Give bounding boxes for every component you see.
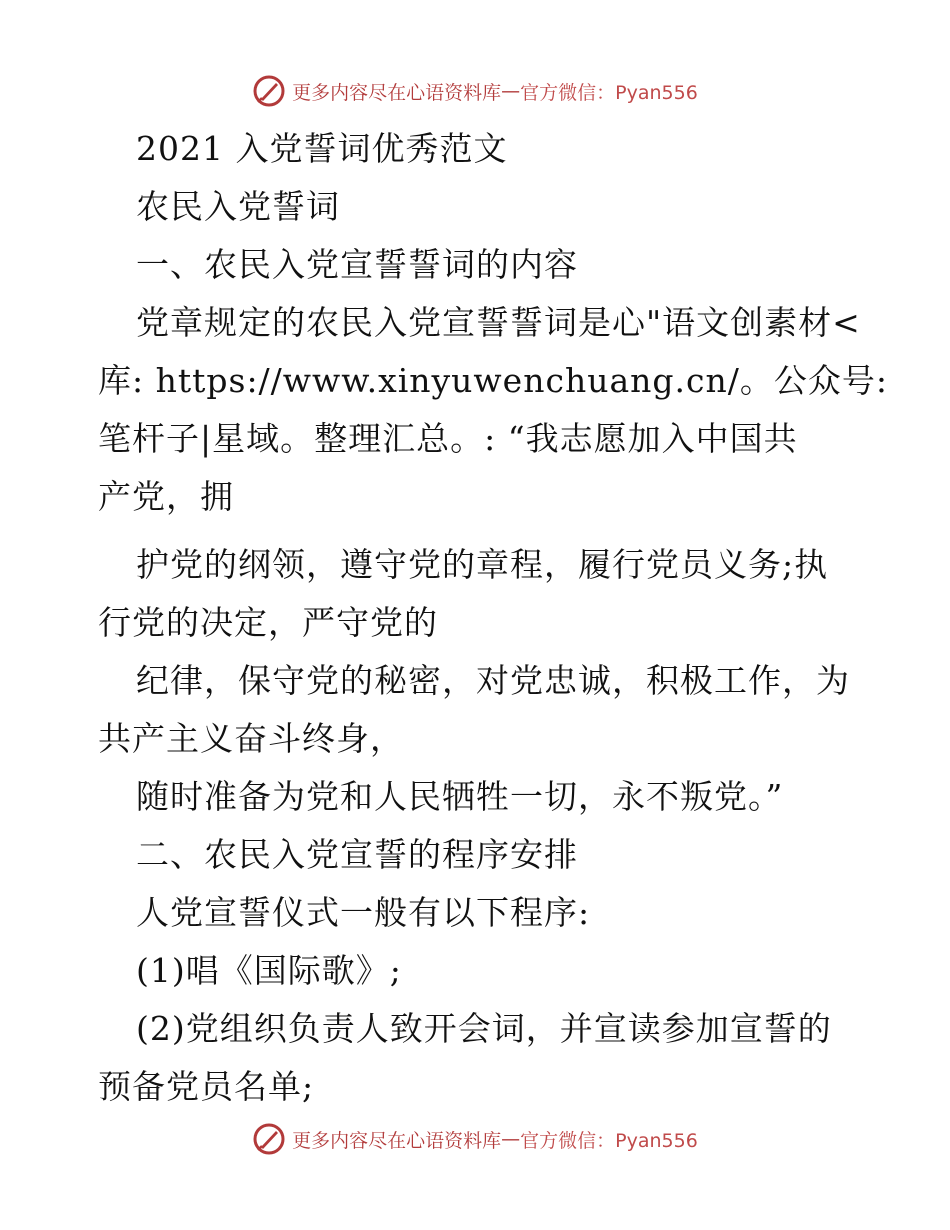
- banner-dash: —: [501, 1128, 521, 1150]
- list-item: 预备党员名单;: [98, 1067, 315, 1106]
- banner-wechat-text: 官方微信：Pyan556: [520, 81, 698, 104]
- banner-site-text: 更多内容尽在心语资料库: [292, 1129, 502, 1152]
- section-heading: 农民入党誓词: [136, 187, 340, 226]
- banner-wechat-text: 官方微信：Pyan556: [520, 1129, 698, 1152]
- paragraph-line: 笔杆子|星域。整理汇总。: “我志愿加入中国共: [98, 419, 798, 458]
- paragraph-line: 人党宣誓仪式一般有以下程序:: [136, 893, 591, 932]
- subsection-heading: 一、农民入党宣誓誓词的内容: [136, 245, 578, 284]
- document-title: 2021 入党誓词优秀范文: [136, 129, 508, 168]
- paragraph-line: 党章规定的农民入党宣誓誓词是心"语文创素材<: [136, 303, 861, 342]
- quill-logo-icon: [252, 1122, 286, 1156]
- footer-watermark-banner: [0, 1120, 950, 1158]
- paragraph-line: 产党，拥: [98, 477, 234, 516]
- list-item: (2)党组织负责人致开会词，并宣读参加宣誓的: [136, 1009, 832, 1048]
- subsection-heading: 二、农民入党宣誓的程序安排: [136, 835, 578, 874]
- header-watermark-banner: [0, 72, 950, 110]
- list-item: (1)唱《国际歌》;: [136, 951, 402, 990]
- paragraph-line: 纪律，保守党的秘密，对党忠诚，积极工作，为: [136, 661, 850, 700]
- banner-dash: —: [501, 80, 521, 102]
- banner-site-text: 更多内容尽在心语资料库: [292, 81, 502, 104]
- paragraph-line: 护党的纲领，遵守党的章程，履行党员义务;执: [136, 545, 829, 584]
- quill-logo-icon: [252, 74, 286, 108]
- paragraph-line: 随时准备为党和人民牺牲一切，永不叛党。”: [136, 777, 784, 816]
- paragraph-line: 共产主义奋斗终身，: [98, 719, 404, 758]
- paragraph-line: 库: https://www.xinyuwenchuang.cn/。公众号:: [98, 361, 888, 400]
- paragraph-line: 行党的决定，严守党的: [98, 603, 438, 642]
